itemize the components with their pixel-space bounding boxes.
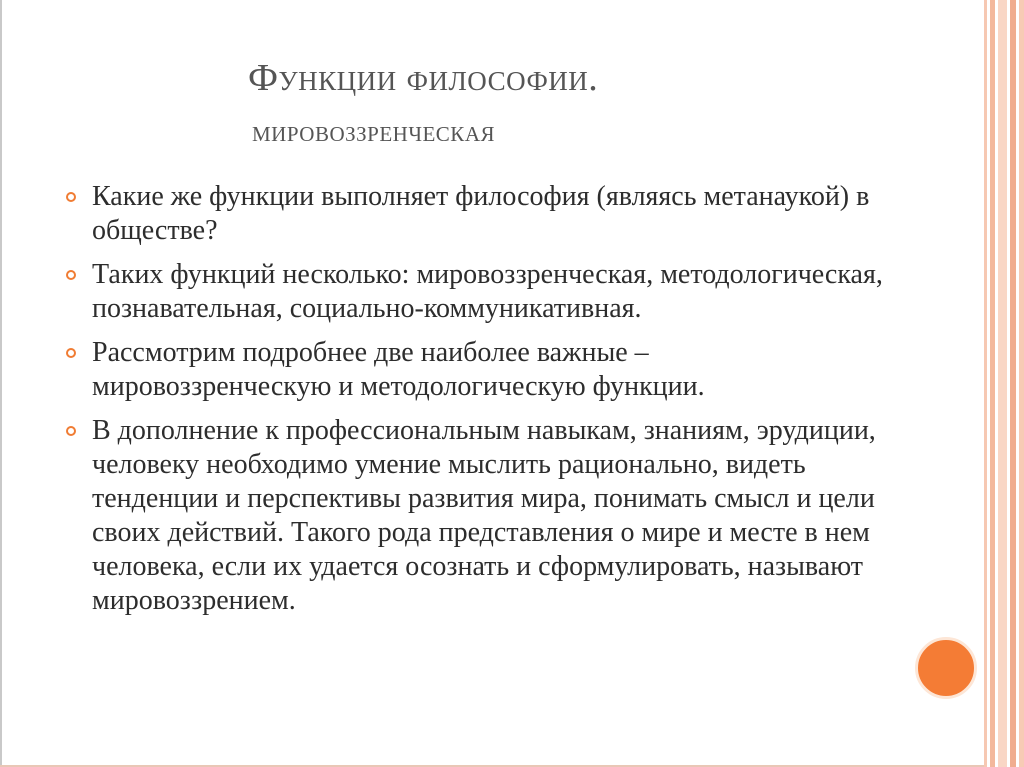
slide-title xyxy=(248,57,748,149)
circle-bullet-icon xyxy=(66,348,76,358)
circle-bullet-icon xyxy=(66,270,76,280)
bullet-item xyxy=(60,180,890,248)
bullet-list xyxy=(60,180,890,628)
bullet-text: В дополнение к профессиональным навыкам, знаниям, эрудиции, человеку необходимо умение мыслить рационально, видеть тенденции и перспективы развития мира, понимать смысл и цели своих действий. Такого рода представления о мире и месте в нем человека, если их удается осознать и сформулировать, называют мировоззрением. xyxy=(92,415,876,616)
title-line-1: Функции философии. xyxy=(248,57,599,99)
circle-bullet-icon xyxy=(66,192,76,202)
bullet-item xyxy=(60,414,890,618)
orange-circle-decoration xyxy=(915,637,977,699)
bullet-item xyxy=(60,258,890,326)
bullet-text: Рассмотрим подробнее две наиболее важные – мировоззренческую и методологическую функции. xyxy=(92,337,705,402)
stripe xyxy=(998,0,1007,767)
title-line-2: мировоззренческая xyxy=(252,114,495,148)
bullet-text: Таких функций несколько: мировоззренческая, методологическая, познавательная, социально-коммуникативная. xyxy=(92,259,883,324)
decorative-stripes xyxy=(984,0,1024,767)
bullet-text: Какие же функции выполняет философия (являясь метанаукой) в обществе? xyxy=(92,181,870,246)
stripe xyxy=(1019,0,1024,767)
bullet-item xyxy=(60,336,890,404)
circle-bullet-icon xyxy=(66,426,76,436)
slide-left-border xyxy=(0,0,2,767)
